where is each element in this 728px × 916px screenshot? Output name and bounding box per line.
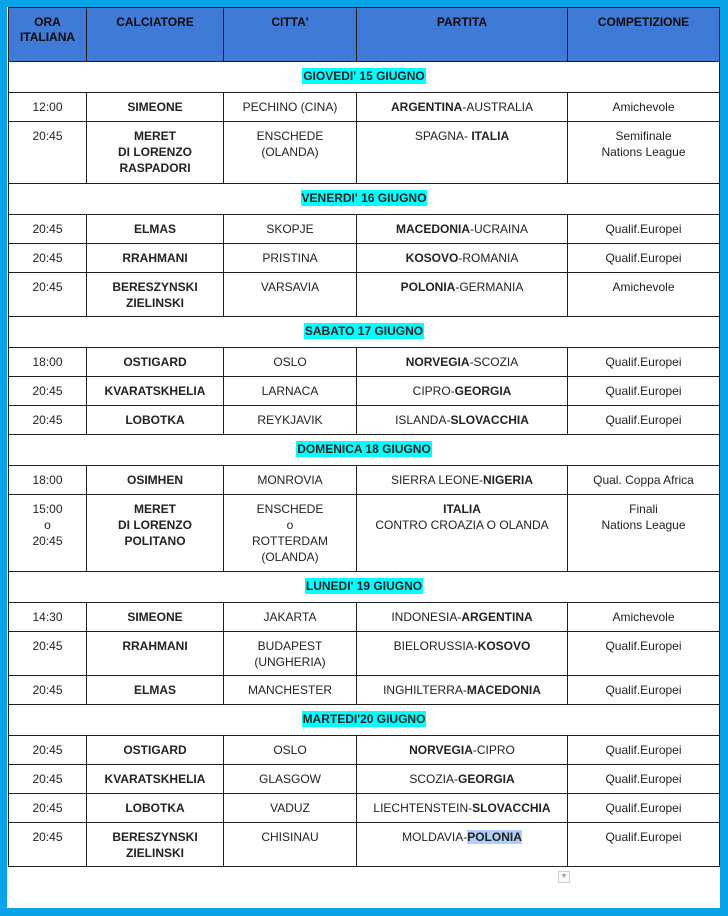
day-row	[9, 572, 720, 603]
time-cell[interactable]	[9, 736, 87, 765]
match-line	[359, 517, 565, 533]
time-cell[interactable]	[9, 215, 87, 244]
match-text: MOLDAVIA-	[402, 830, 468, 844]
player-line: OSTIGARD	[123, 743, 187, 757]
day-cell[interactable]	[9, 705, 720, 736]
city-line: (UNGHERIA)	[254, 655, 326, 669]
player-line: BERESZYNSKI	[112, 830, 198, 844]
player-cell[interactable]	[87, 348, 224, 377]
competition-cell[interactable]	[568, 794, 720, 823]
time-line: 20:45	[32, 534, 63, 548]
time-cell[interactable]	[9, 122, 87, 184]
match-line	[359, 128, 565, 144]
day-cell[interactable]	[9, 572, 720, 603]
time-cell[interactable]	[9, 495, 87, 572]
competition-cell[interactable]	[568, 244, 720, 273]
match-row	[9, 273, 720, 317]
time-cell[interactable]	[9, 603, 87, 632]
time-line: 20:45	[32, 222, 63, 236]
player-cell[interactable]	[87, 122, 224, 184]
match-cell[interactable]	[357, 122, 568, 184]
player-line: KVARATSKHELIA	[104, 384, 206, 398]
player-line: RASPADORI	[119, 161, 191, 175]
player-cell[interactable]	[87, 736, 224, 765]
city-cell[interactable]	[224, 93, 357, 122]
competition-cell[interactable]	[568, 765, 720, 794]
city-line: REYKJAVIK	[257, 413, 323, 427]
time-cell[interactable]	[9, 348, 87, 377]
city-cell[interactable]	[224, 676, 357, 705]
city-line: BUDAPEST	[257, 639, 323, 653]
match-row	[9, 466, 720, 495]
competition-line: Finali	[629, 502, 658, 516]
competition-cell[interactable]	[568, 122, 720, 184]
match-row	[9, 794, 720, 823]
competition-line: Amichevole	[612, 100, 675, 114]
header-calciatore[interactable]: CALCIATORE	[87, 8, 224, 62]
match-line	[359, 742, 565, 758]
city-cell[interactable]	[224, 603, 357, 632]
match-text: -CIPRO	[472, 743, 515, 757]
time-line: 20:45	[32, 413, 63, 427]
time-cell[interactable]	[9, 765, 87, 794]
match-text: -SCOZIA	[469, 355, 519, 369]
match-text: INGHILTERRA-	[383, 683, 467, 697]
time-cell[interactable]	[9, 93, 87, 122]
time-cell[interactable]	[9, 406, 87, 435]
match-row	[9, 676, 720, 705]
match-line	[359, 250, 565, 266]
city-line: VARSAVIA	[260, 280, 320, 294]
player-line: ZIELINSKI	[125, 296, 184, 310]
match-cell[interactable]	[357, 495, 568, 572]
header-ora-line2: ITALIANA	[19, 30, 76, 44]
match-row	[9, 348, 720, 377]
time-cell[interactable]	[9, 632, 87, 676]
player-cell[interactable]	[87, 794, 224, 823]
competition-line: Qualif.Europei	[605, 384, 682, 398]
city-line: ROTTERDAM	[252, 534, 328, 548]
city-cell[interactable]	[224, 823, 357, 867]
city-line: ENSCHEDE	[256, 502, 324, 516]
competition-cell[interactable]	[568, 736, 720, 765]
match-text: SIERRA LEONE-	[390, 473, 483, 487]
match-text: SPAGNA-	[414, 129, 472, 143]
competition-line: Qualif.Europei	[605, 639, 682, 653]
match-line	[359, 354, 565, 370]
player-line: DI LORENZO	[118, 518, 192, 532]
match-line	[359, 412, 565, 428]
competition-cell[interactable]	[568, 93, 720, 122]
competition-line: Semifinale	[615, 129, 672, 143]
team-name-bold: SLOVACCHIA	[450, 413, 529, 427]
city-line: VADUZ	[270, 801, 310, 815]
match-row	[9, 122, 720, 184]
team-name-bold: MACEDONIA	[466, 683, 541, 697]
competition-cell[interactable]	[568, 348, 720, 377]
match-line	[359, 99, 565, 115]
team-name-bold: GEORGIA	[454, 384, 512, 398]
competition-line: Nations League	[601, 518, 686, 532]
header-row	[9, 8, 720, 62]
day-row	[9, 62, 720, 93]
player-cell[interactable]	[87, 215, 224, 244]
day-label: SABATO 17 GIUGNO	[304, 324, 424, 338]
player-line: RRAHMANI	[122, 251, 188, 265]
city-cell[interactable]	[224, 348, 357, 377]
day-row	[9, 705, 720, 736]
match-row	[9, 215, 720, 244]
match-text: CONTRO CROAZIA O OLANDA	[375, 518, 549, 532]
competition-line: Qualif.Europei	[605, 830, 682, 844]
time-line: 18:00	[32, 473, 63, 487]
team-name-bold: POLONIA	[400, 280, 456, 294]
city-cell[interactable]	[224, 765, 357, 794]
match-line	[359, 221, 565, 237]
competition-cell[interactable]	[568, 676, 720, 705]
match-row	[9, 244, 720, 273]
city-line: LARNACA	[261, 384, 319, 398]
match-text: BIELORUSSIA-	[393, 639, 478, 653]
city-line: GLASGOW	[258, 772, 321, 786]
player-cell[interactable]	[87, 676, 224, 705]
competition-line: Qualif.Europei	[605, 251, 682, 265]
player-line: DI LORENZO	[118, 145, 192, 159]
team-name-bold: ARGENTINA	[390, 100, 463, 114]
day-row	[9, 184, 720, 215]
match-line	[359, 501, 565, 517]
time-line: 20:45	[32, 772, 63, 786]
player-line: OSTIGARD	[123, 355, 187, 369]
time-line: 20:45	[32, 280, 63, 294]
competition-line: Qualif.Europei	[605, 355, 682, 369]
team-name-bold: NORVEGIA	[409, 743, 473, 757]
city-cell[interactable]	[224, 495, 357, 572]
time-cell[interactable]	[9, 676, 87, 705]
city-line: (OLANDA)	[261, 550, 319, 564]
match-text: CIPRO-	[412, 384, 455, 398]
day-cell[interactable]	[9, 184, 720, 215]
match-line	[359, 383, 565, 399]
player-cell[interactable]	[87, 273, 224, 317]
time-line: 20:45	[32, 129, 63, 143]
competition-cell[interactable]	[568, 406, 720, 435]
match-line	[359, 682, 565, 698]
time-line: 20:45	[32, 743, 63, 757]
match-row	[9, 495, 720, 572]
match-cell[interactable]	[357, 406, 568, 435]
player-line: MERET	[134, 502, 176, 516]
player-cell[interactable]	[87, 765, 224, 794]
match-row	[9, 93, 720, 122]
competition-line: Amichevole	[612, 610, 675, 624]
day-cell[interactable]	[9, 62, 720, 93]
time-cell[interactable]	[9, 794, 87, 823]
match-cell[interactable]	[357, 348, 568, 377]
player-cell[interactable]	[87, 466, 224, 495]
match-cell[interactable]	[357, 736, 568, 765]
player-line: KVARATSKHELIA	[104, 772, 206, 786]
match-cell[interactable]	[357, 823, 568, 867]
schedule-table	[8, 7, 720, 867]
match-cell[interactable]	[357, 273, 568, 317]
team-name-bold: GEORGIA	[458, 772, 515, 786]
city-cell[interactable]	[224, 244, 357, 273]
competition-cell[interactable]	[568, 823, 720, 867]
city-line: (OLANDA)	[261, 145, 319, 159]
match-cell[interactable]	[357, 466, 568, 495]
competition-line: Qualif.Europei	[605, 222, 682, 236]
city-line: PRISTINA	[262, 251, 318, 265]
match-row	[9, 765, 720, 794]
time-line: 20:45	[32, 830, 63, 844]
city-cell[interactable]	[224, 794, 357, 823]
player-cell[interactable]	[87, 495, 224, 572]
player-line: POLITANO	[124, 534, 186, 548]
time-cell[interactable]	[9, 244, 87, 273]
competition-line: Qualif.Europei	[605, 743, 682, 757]
time-line: 20:45	[32, 251, 63, 265]
city-cell[interactable]	[224, 632, 357, 676]
match-line	[359, 829, 565, 845]
time-line: o	[44, 518, 51, 532]
schedule-sheet	[7, 7, 720, 908]
team-name-bold: SLOVACCHIA	[472, 801, 551, 815]
player-cell[interactable]	[87, 632, 224, 676]
player-line: BERESZYNSKI	[112, 280, 198, 294]
team-name-bold: ITALIA	[443, 502, 481, 516]
city-line: ENSCHEDE	[256, 129, 324, 143]
header-competizione[interactable]: COMPETIZIONE	[568, 8, 720, 62]
match-cell[interactable]	[357, 794, 568, 823]
match-text: -AUSTRALIA	[462, 100, 534, 114]
competition-cell[interactable]	[568, 495, 720, 572]
time-cell[interactable]	[9, 377, 87, 406]
match-line	[359, 609, 565, 625]
team-name-bold: MACEDONIA	[395, 222, 470, 236]
competition-cell[interactable]	[568, 377, 720, 406]
player-line: OSIMHEN	[126, 473, 183, 487]
player-line: LOBOTKA	[125, 801, 185, 815]
city-cell[interactable]	[224, 377, 357, 406]
match-row	[9, 632, 720, 676]
competition-line: Qualif.Europei	[605, 413, 682, 427]
day-label: LUNEDI' 19 GIUGNO	[305, 579, 423, 593]
time-line: 20:45	[32, 639, 63, 653]
team-name-bold: POLONIA	[467, 830, 522, 844]
match-row	[9, 603, 720, 632]
dropdown-arrow-icon[interactable]: ▼	[558, 871, 570, 883]
time-line: 20:45	[32, 683, 63, 697]
competition-cell[interactable]	[568, 603, 720, 632]
city-cell[interactable]	[224, 215, 357, 244]
match-line	[359, 771, 565, 787]
city-line: MANCHESTER	[247, 683, 332, 697]
competition-cell[interactable]	[568, 632, 720, 676]
match-line	[359, 279, 565, 295]
time-cell[interactable]	[9, 823, 87, 867]
match-cell[interactable]	[357, 676, 568, 705]
time-cell[interactable]	[9, 466, 87, 495]
header-partita[interactable]: PARTITA	[357, 8, 568, 62]
header-ora[interactable]	[9, 8, 87, 62]
city-cell[interactable]	[224, 736, 357, 765]
city-line: OSLO	[273, 355, 307, 369]
player-line: SIMEONE	[127, 610, 183, 624]
match-text: LIECHTENSTEIN-	[373, 801, 473, 815]
competition-line: Qual. Coppa Africa	[593, 473, 694, 487]
player-cell[interactable]	[87, 377, 224, 406]
competition-line: Amichevole	[612, 280, 675, 294]
match-line	[359, 800, 565, 816]
competition-cell[interactable]	[568, 215, 720, 244]
day-label: VENERDI' 16 GIUGNO	[301, 191, 427, 205]
team-name-bold: ARGENTINA	[461, 610, 533, 624]
match-cell[interactable]	[357, 93, 568, 122]
time-line: 15:00	[32, 502, 63, 516]
competition-cell[interactable]	[568, 466, 720, 495]
city-line: SKOPJE	[266, 222, 314, 236]
player-line: ELMAS	[134, 222, 176, 236]
player-line: RRAHMANI	[122, 639, 188, 653]
match-cell[interactable]	[357, 244, 568, 273]
competition-cell[interactable]	[568, 273, 720, 317]
day-label: DOMENICA 18 GIUGNO	[297, 442, 431, 456]
competition-line: Qualif.Europei	[605, 683, 682, 697]
team-name-bold: NORVEGIA	[405, 355, 470, 369]
team-name-bold: KOSOVO	[405, 251, 459, 265]
match-text: -ROMANIA	[458, 251, 519, 265]
match-cell[interactable]	[357, 765, 568, 794]
player-line: ZIELINSKI	[125, 846, 184, 860]
team-name-bold: NIGERIA	[483, 473, 534, 487]
city-line: MONROVIA	[257, 473, 323, 487]
competition-line: Nations League	[601, 145, 686, 159]
player-cell[interactable]	[87, 823, 224, 867]
competition-line: Qualif.Europei	[605, 772, 682, 786]
city-line: o	[286, 518, 294, 532]
player-line: MERET	[134, 129, 176, 143]
match-cell[interactable]	[357, 632, 568, 676]
match-row	[9, 823, 720, 867]
city-line: PECHINO (CINA)	[242, 100, 338, 114]
player-cell[interactable]	[87, 603, 224, 632]
match-text: SCOZIA-	[409, 772, 458, 786]
player-line: LOBOTKA	[125, 413, 185, 427]
team-name-bold: KOSOVO	[477, 639, 531, 653]
city-line: OSLO	[273, 743, 307, 757]
team-name-bold: ITALIA	[471, 129, 510, 143]
day-cell[interactable]	[9, 435, 720, 466]
header-ora-line1: ORA	[34, 15, 61, 29]
match-cell[interactable]	[357, 215, 568, 244]
schedule-body	[9, 62, 720, 867]
time-line: 20:45	[32, 384, 63, 398]
competition-line: Qualif.Europei	[605, 801, 682, 815]
match-text: INDONESIA-	[391, 610, 462, 624]
city-line: CHISINAU	[261, 830, 319, 844]
player-cell[interactable]	[87, 244, 224, 273]
match-line	[359, 472, 565, 488]
player-cell[interactable]	[87, 93, 224, 122]
city-cell[interactable]	[224, 466, 357, 495]
header-citta[interactable]: CITTA'	[224, 8, 357, 62]
time-line: 12:00	[32, 100, 63, 114]
match-line	[359, 638, 565, 654]
time-cell[interactable]	[9, 273, 87, 317]
match-cell[interactable]	[357, 603, 568, 632]
player-line: ELMAS	[134, 683, 176, 697]
day-cell[interactable]	[9, 317, 720, 348]
match-text: ISLANDA-	[395, 413, 451, 427]
time-line: 20:45	[32, 801, 63, 815]
match-text: -GERMANIA	[455, 280, 524, 294]
day-label: GIOVEDI' 15 GIUGNO	[303, 69, 425, 83]
match-cell[interactable]	[357, 377, 568, 406]
time-line: 14:30	[32, 610, 63, 624]
day-row	[9, 317, 720, 348]
match-row	[9, 377, 720, 406]
city-cell[interactable]	[224, 406, 357, 435]
day-label: MARTEDI'20 GIUGNO	[302, 712, 426, 726]
player-line: SIMEONE	[127, 100, 183, 114]
city-line: JAKARTA	[263, 610, 317, 624]
match-row	[9, 736, 720, 765]
city-cell[interactable]	[224, 122, 357, 184]
player-cell[interactable]	[87, 406, 224, 435]
match-text: -UCRAINA	[469, 222, 528, 236]
match-row	[9, 406, 720, 435]
day-row	[9, 435, 720, 466]
time-line: 18:00	[32, 355, 63, 369]
city-cell[interactable]	[224, 273, 357, 317]
